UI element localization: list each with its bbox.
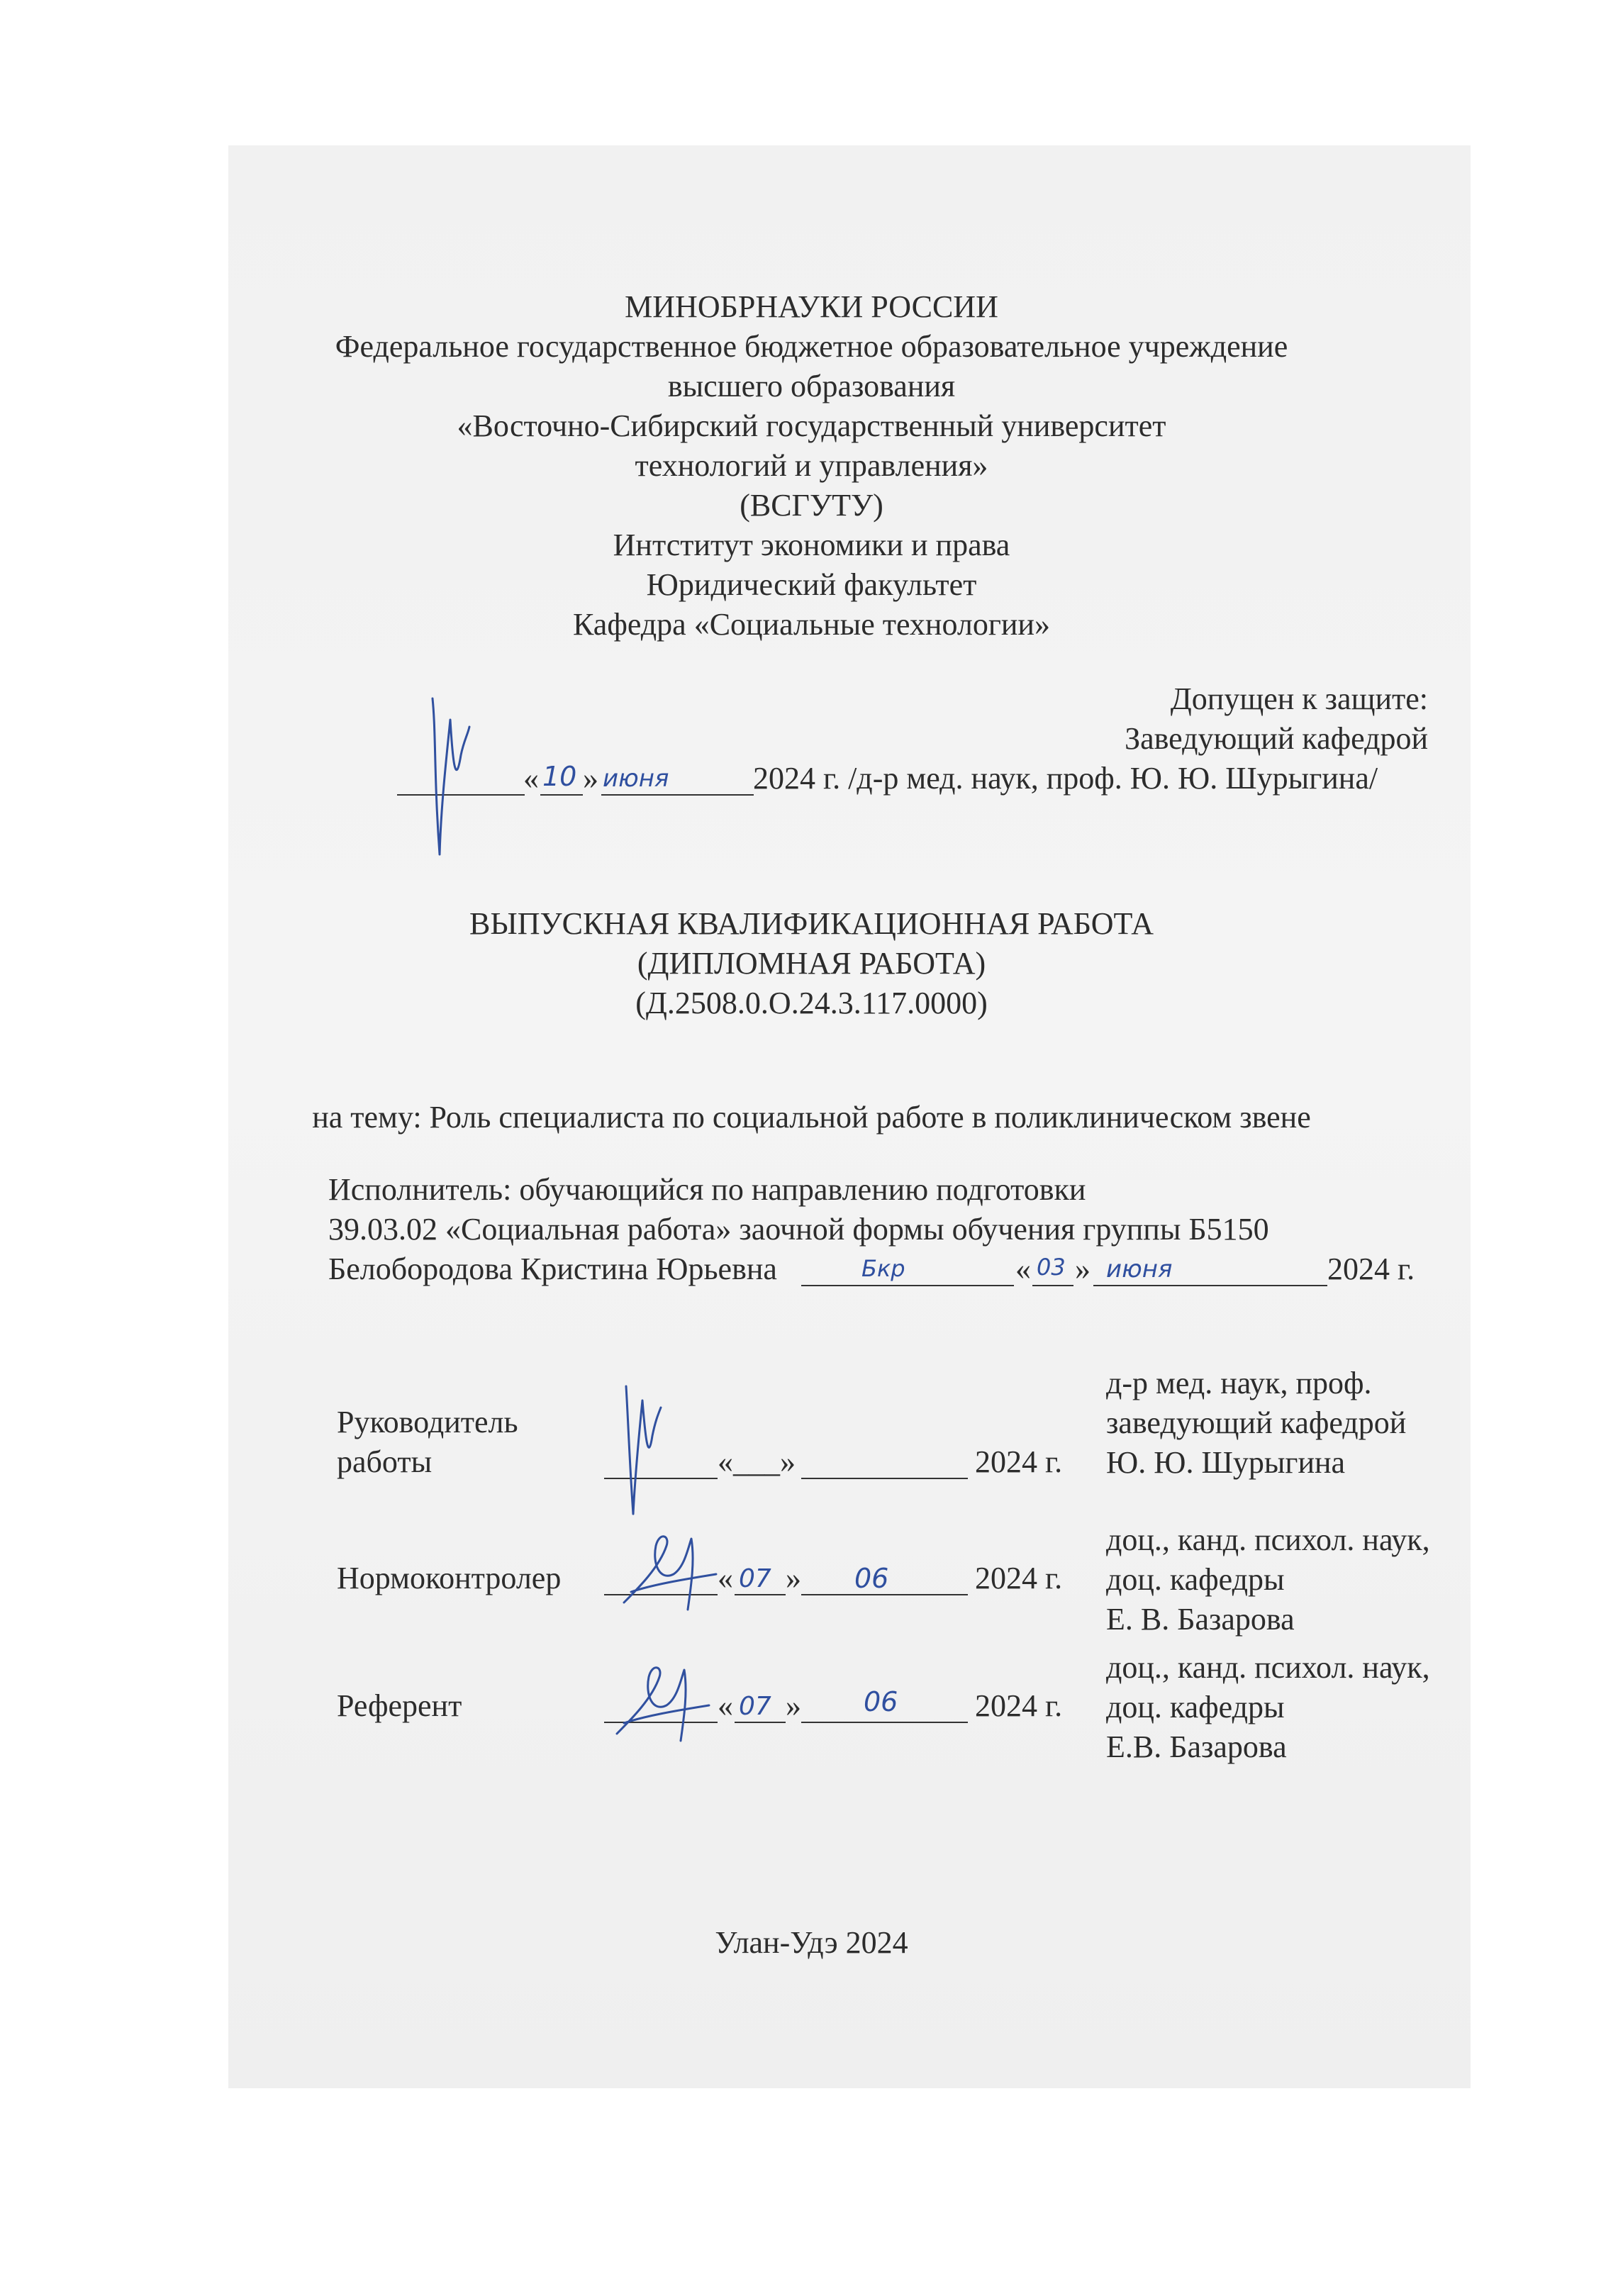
referent-open-quote: « [718, 1688, 733, 1723]
norm-controller-open-quote: « [718, 1561, 733, 1595]
norm-controller-title-2: доц. кафедры [1106, 1562, 1285, 1597]
author-signature: Бкр [861, 1255, 905, 1282]
referent-month: 06 [864, 1686, 898, 1717]
norm-controller-signature-icon [617, 1525, 723, 1617]
admission-position: Заведующий кафедрой [1125, 721, 1428, 756]
author-day: 03 [1037, 1254, 1066, 1281]
norm-controller-month: 06 [854, 1563, 889, 1594]
norm-controller-year: 2024 г. [975, 1561, 1063, 1595]
referent-year: 2024 г. [975, 1688, 1063, 1723]
author-name: Белобородова Кристина Юрьевна [328, 1252, 777, 1286]
university-line-1: «Восточно-Сибирский государственный университет [457, 408, 1166, 443]
university-line-2: технологий и управления» [635, 448, 988, 483]
referent-title-2: доц. кафедры [1106, 1690, 1285, 1724]
norm-controller-close-quote: » [786, 1561, 801, 1595]
supervisor-date-quotes: «___» [718, 1444, 796, 1479]
author-open-quote: « [1015, 1252, 1031, 1286]
author-line-1: Исполнитель: обучающийся по направлению подготовки [328, 1172, 1086, 1207]
work-title: ВЫПУСКНАЯ КВАЛИФИКАЦИОННАЯ РАБОТА [469, 906, 1154, 941]
supervisor-year: 2024 г. [975, 1444, 1063, 1479]
referent-title-3: Е.В. Базарова [1106, 1729, 1287, 1764]
author-month: июня [1106, 1255, 1173, 1283]
admission-open-quote: « [523, 761, 539, 796]
admission-day: 10 [542, 761, 577, 792]
supervisor-role-1: Руководитель [337, 1405, 518, 1439]
admission-month: июня [603, 764, 669, 793]
work-code: (Д.2508.0.О.24.3.117.0000) [635, 986, 988, 1020]
city-year: Улан-Удэ 2024 [715, 1925, 908, 1960]
referent-signature-icon [610, 1656, 716, 1748]
supervisor-title-3: Ю. Ю. Шурыгина [1106, 1445, 1346, 1480]
referent-title-1: доц., канд. психол. наук, [1106, 1650, 1430, 1685]
admission-date-and-name: 2024 г. /д-р мед. наук, проф. Ю. Ю. Шурыгина/ [753, 761, 1378, 796]
admission-close-quote: » [583, 761, 598, 796]
supervisor-role-2: работы [337, 1444, 433, 1479]
ministry-title: МИНОБРНАУКИ РОССИИ [625, 289, 998, 324]
referent-close-quote: » [786, 1688, 801, 1723]
department-name: Кафедра «Социальные технологии» [573, 607, 1050, 642]
author-close-quote: » [1075, 1252, 1091, 1286]
author-year: 2024 г. [1327, 1252, 1415, 1286]
admission-signature-icon [418, 691, 475, 862]
norm-controller-title-1: доц., канд. психол. наук, [1106, 1522, 1430, 1557]
work-topic: на тему: Роль специалиста по социальной работе в поликлиническом звене [312, 1100, 1311, 1135]
author-line-2: 39.03.02 «Социальная работа» заочной формы обучения группы Б5150 [328, 1212, 1269, 1247]
institute-name: Интститут экономики и права [613, 528, 1010, 562]
institution-line-2: высшего образования [667, 369, 956, 403]
supervisor-signature-icon [615, 1379, 665, 1521]
supervisor-title-2: заведующий кафедрой [1106, 1405, 1407, 1440]
supervisor-title-1: д-р мед. наук, проф. [1106, 1366, 1372, 1400]
faculty-name: Юридический факультет [646, 567, 977, 602]
norm-controller-title-3: Е. В. Базарова [1106, 1602, 1295, 1637]
admission-title: Допущен к защите: [1170, 681, 1428, 716]
norm-controller-day: 07 [739, 1564, 771, 1593]
university-abbr: (ВСГУТУ) [740, 488, 883, 523]
referent-day: 07 [739, 1692, 771, 1721]
referent-role: Референт [337, 1688, 462, 1723]
institution-line-1: Федеральное государственное бюджетное образовательное учреждение [335, 329, 1288, 364]
norm-controller-role: Нормоконтролер [337, 1561, 562, 1595]
work-subtitle: (ДИПЛОМНАЯ РАБОТА) [637, 946, 986, 981]
